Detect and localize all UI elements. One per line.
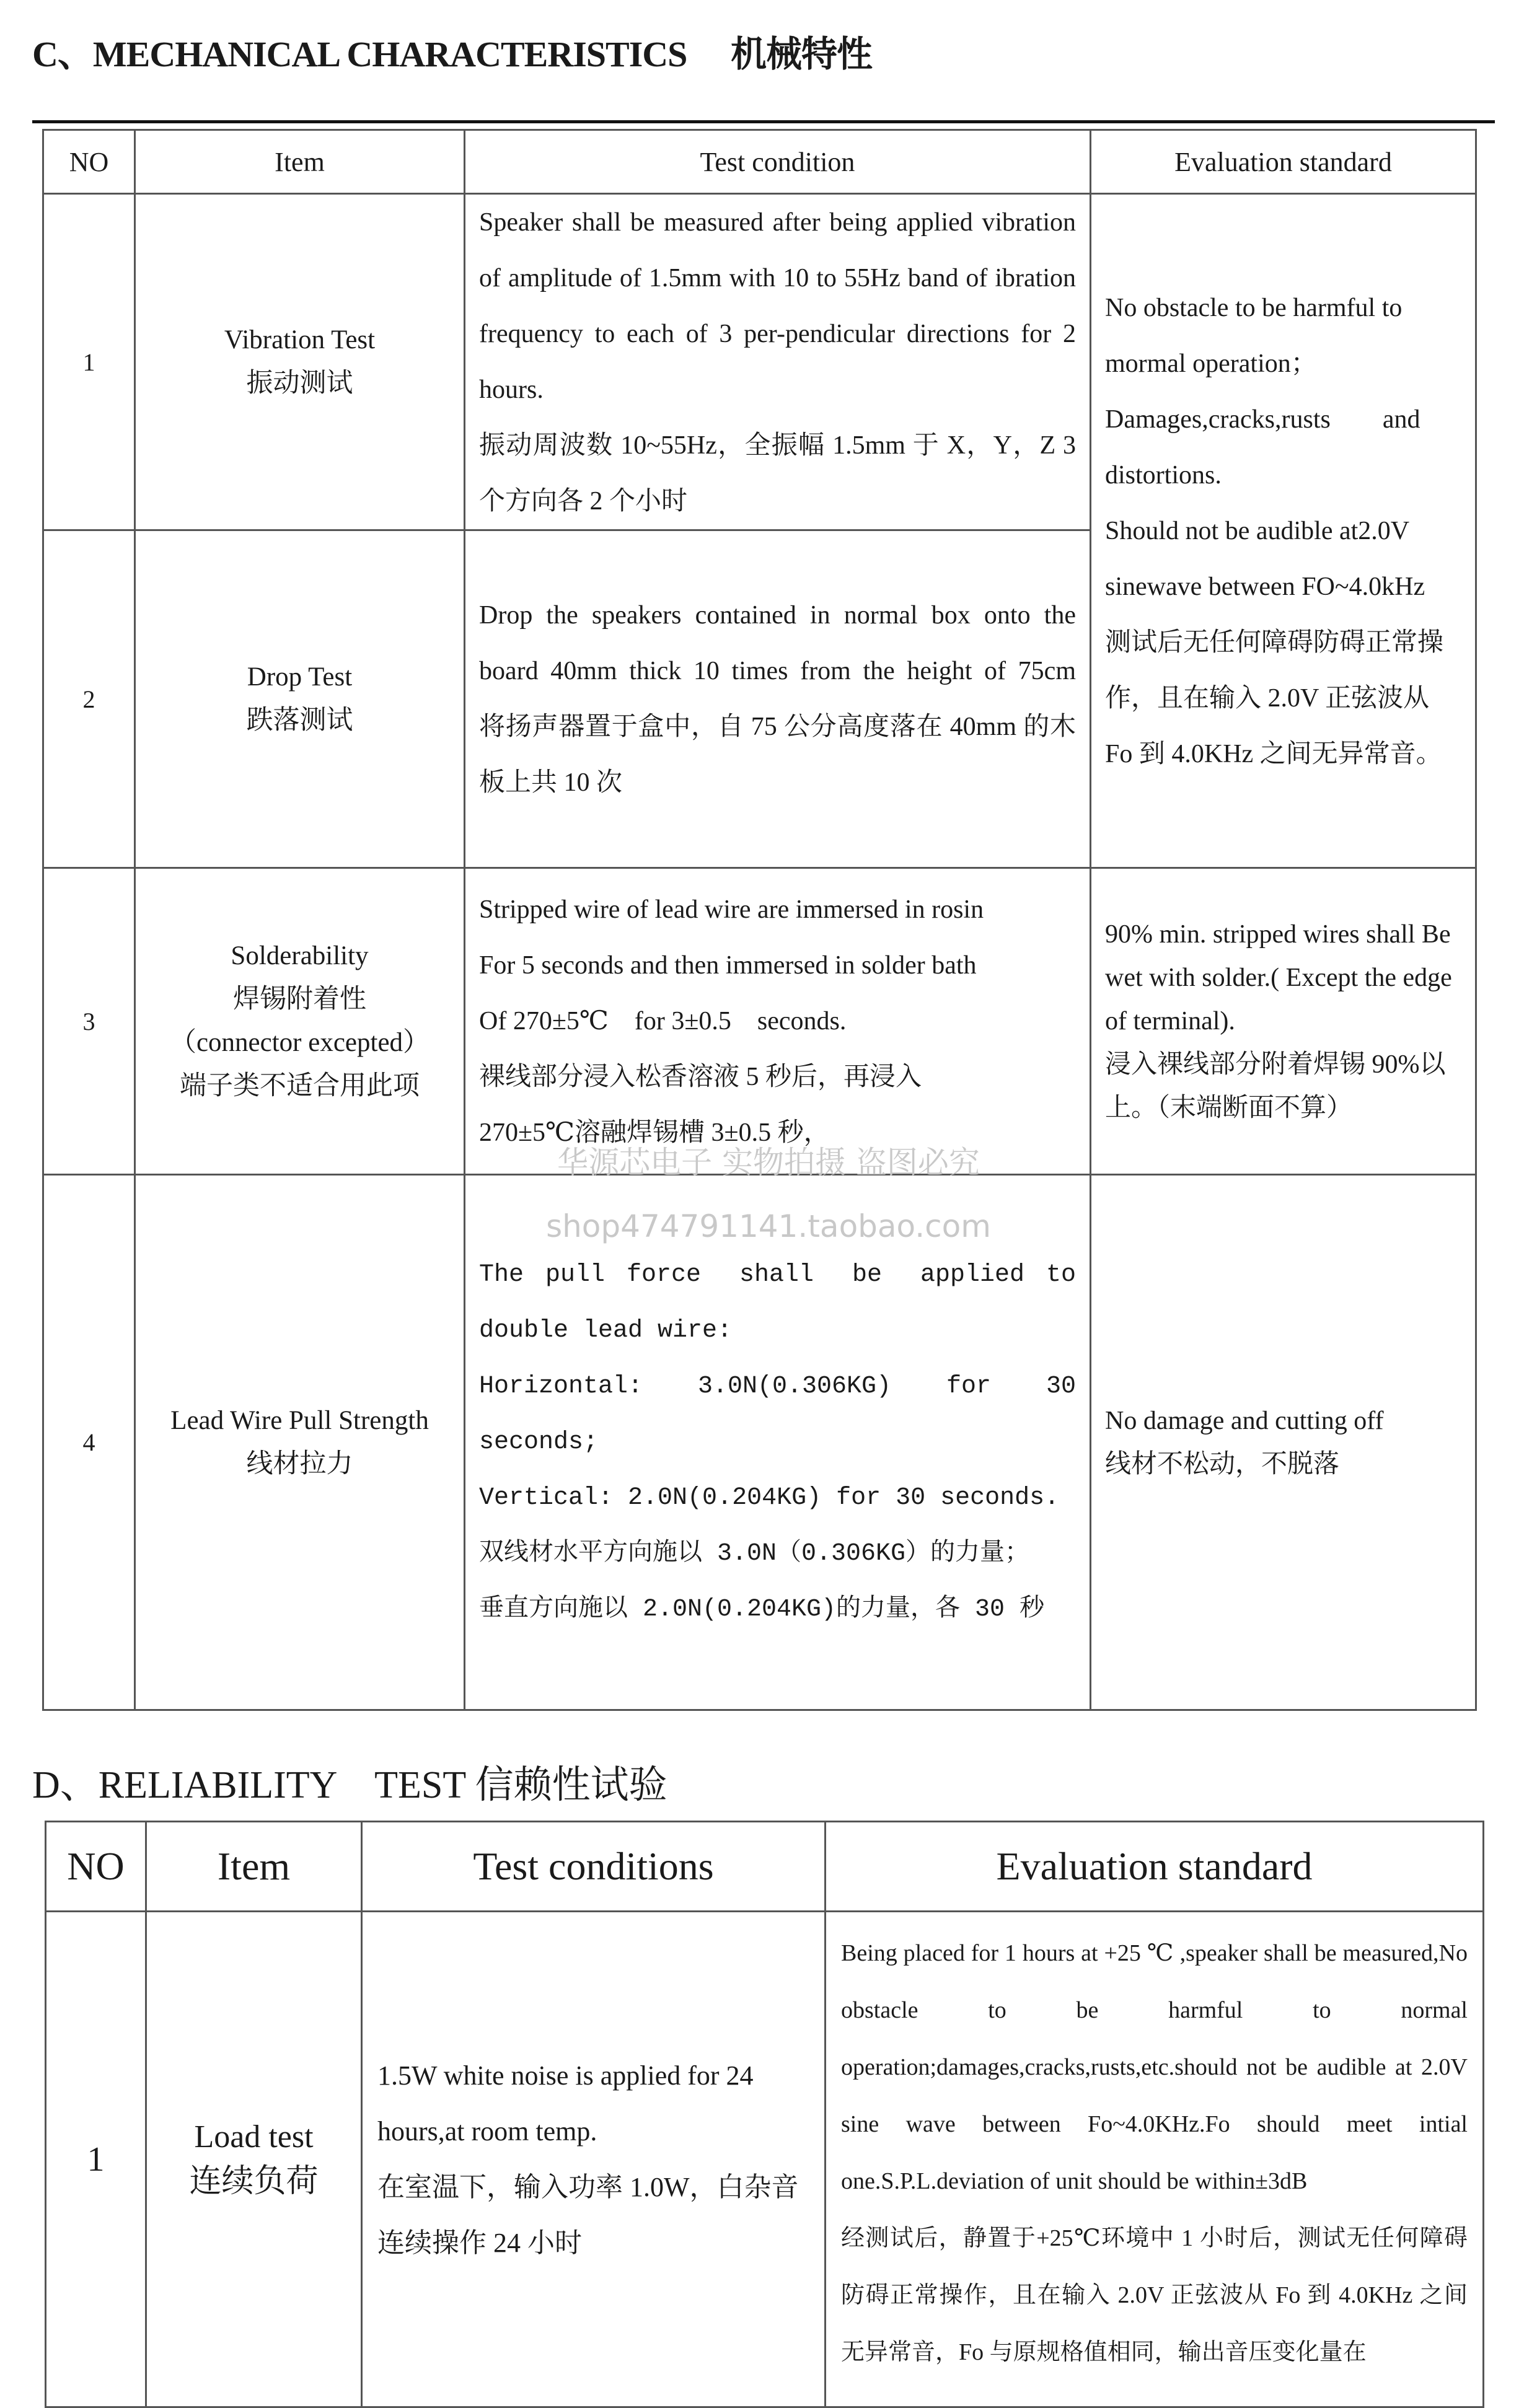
header-item: Item — [146, 1822, 362, 1912]
condition-text: 1.5W white noise is applied for 24 hours,at room temp. — [377, 2060, 754, 2147]
item-name-zh: 连续负荷 — [189, 2163, 319, 2199]
item-cell — [135, 1175, 465, 1710]
section-d-title: D、RELIABILITY TEST 信赖性试验 — [32, 1764, 667, 1806]
evaluation-text: Damages,cracks,rusts and distortions. — [1105, 405, 1420, 490]
item-name-en: Lead Wire Pull Strength — [170, 1405, 429, 1435]
table-row — [46, 1912, 1484, 2407]
header-no: NO — [46, 1822, 146, 1912]
section-divider — [32, 120, 1495, 123]
item-name-en: Drop Test — [247, 662, 353, 692]
condition-cell — [362, 1912, 826, 2407]
table-row — [43, 194, 1476, 530]
item-name-zh: 振动测试 — [246, 369, 353, 398]
condition-text: For 5 seconds and then immersed in solder bath — [479, 951, 977, 980]
row-number: 2 — [43, 530, 135, 868]
item-name-zh: 线材拉力 — [246, 1449, 353, 1479]
reliability-header-row — [46, 1822, 1484, 1912]
item-note-en: （connector excepted） — [169, 1028, 430, 1057]
condition-text-zh: 垂直方向施以 2.0N(0.204KG)的力量，各 30 秒 — [479, 1595, 1045, 1624]
item-name-zh: 跌落测试 — [246, 706, 353, 735]
row-number: 1 — [46, 1912, 146, 2407]
condition-cell — [465, 1175, 1091, 1710]
condition-text: Drop the speakers contained in normal box onto the board 40mm thick 10 times from the height of 75cm 将扬声器置于盒中，自 75 公分高度落在 40mm 的木板上共 10 次 — [479, 601, 1103, 797]
evaluation-text-zh: 经测试后，静置于+25℃环境中 1 小时后，测试无任何障碍防碍正常操作，且在输入 2.0V 正弦波从 Fo 到 4.0KHz 之间无异常音，Fo 与原规格值相同，输出音压变化量在 — [841, 2225, 1468, 2365]
table-row — [43, 868, 1476, 1175]
condition-text: Horizontal: 3.0N(0.306KG) for 30 seconds; — [479, 1372, 1076, 1456]
evaluation-cell — [826, 1912, 1484, 2407]
watermark-text: 华源芯电子 实物拍摄 盗图必究 — [557, 1145, 980, 1180]
evaluation-text: No obstacle to be harmful to mormal operation； — [1105, 293, 1403, 378]
evaluation-cell — [1091, 868, 1476, 1175]
condition-text-zh: 在室温下，输入功率 1.0W，白杂音连续操作 24 小时 — [377, 2171, 799, 2258]
evaluation-text-zh: 线材不松动，不脱落 — [1105, 1449, 1340, 1479]
condition-text: The pull force shall be applied to double lead wire: — [479, 1260, 1076, 1345]
condition-text: Speaker shall be measured after being applied vibration of amplitude of 1.5mm with 10 to 55Hz band of ibration frequency to each of 3 per-pendicular directions for 2 hours. — [479, 208, 1076, 404]
item-cell — [135, 530, 465, 868]
row-number: 1 — [43, 194, 135, 530]
condition-cell — [465, 868, 1091, 1175]
header-no: NO — [43, 130, 135, 194]
item-name-en: Vibration Test — [224, 325, 376, 354]
header-test-conditions: Test conditions — [362, 1822, 826, 1912]
evaluation-cell-shared — [1091, 194, 1476, 868]
watermark-url: shop474791141.taobao.com — [546, 1208, 991, 1244]
condition-text: Vertical: 2.0N(0.204KG) for 30 seconds. — [479, 1483, 1060, 1512]
header-test-condition: Test condition — [465, 130, 1091, 194]
item-note-zh: 端子类不适合用此项 — [180, 1071, 420, 1101]
item-name-en: Load test — [194, 2119, 314, 2155]
item-name-en: Solderability — [231, 941, 369, 970]
item-cell — [135, 868, 465, 1175]
condition-text-zh: 裸线部分浸入松香溶液 5 秒后，再浸入 — [479, 1063, 922, 1091]
mechanical-table — [42, 129, 1477, 1711]
row-number: 4 — [43, 1175, 135, 1710]
header-item: Item — [135, 130, 465, 194]
condition-text: Stripped wire of lead wire are immersed in rosin — [479, 895, 984, 924]
row-number: 3 — [43, 868, 135, 1175]
evaluation-cell — [1091, 1175, 1476, 1710]
condition-text-zh: 270±5℃溶融焊锡槽 3±0.5 秒， — [479, 1118, 830, 1147]
item-cell — [135, 194, 465, 530]
evaluation-text: 90% min. stripped wires shall Be wet with solder.( Except the edge of terminal). — [1105, 920, 1452, 1035]
evaluation-text-zh: 测试后无任何障碍防碍正常操作，且在输入 2.0V 正弦波从 Fo 到 4.0KHz 之间无异常音。 — [1105, 628, 1444, 768]
header-evaluation-standard: Evaluation standard — [1091, 130, 1476, 194]
evaluation-text: Being placed for 1 hours at +25 ℃ ,speaker shall be measured,No obstacle to be harmful to normal operation;damages,cracks,rusts,etc.should not be audible at 2.0V sine wave between Fo~4.0KHz.Fo should meet intial one.S.P.L.deviation of unit should be within±3dB — [841, 1940, 1468, 2194]
evaluation-text: Should not be audible at2.0V sinewave between FO~4.0kHz — [1105, 516, 1425, 601]
condition-text-zh: 双线材水平方向施以 3.0N（0.306KG）的力量； — [479, 1539, 1030, 1568]
condition-cell — [465, 530, 1103, 868]
mechanical-header-row — [43, 130, 1476, 194]
table-row — [43, 1175, 1476, 1710]
condition-text-zh: 振动周波数 10~55Hz，全振幅 1.5mm 于 X，Y，Z 3 个方向各 2 个小时 — [479, 431, 1076, 516]
section-c-title: C、MECHANICAL CHARACTERISTICS 机械特性 — [32, 34, 872, 74]
evaluation-text-zh: 浸入裸线部分附着焊锡 90%以上。（末端断面不算） — [1105, 1050, 1446, 1122]
item-cell — [146, 1912, 362, 2407]
reliability-table — [45, 1821, 1484, 2408]
condition-cell — [465, 194, 1091, 530]
condition-text: Of 270±5℃ for 3±0.5 seconds. — [479, 1007, 847, 1035]
evaluation-text: No damage and cutting off — [1105, 1406, 1384, 1435]
item-name-zh: 焊锡附着性 — [233, 985, 366, 1014]
header-evaluation-standard: Evaluation standard — [826, 1822, 1484, 1912]
